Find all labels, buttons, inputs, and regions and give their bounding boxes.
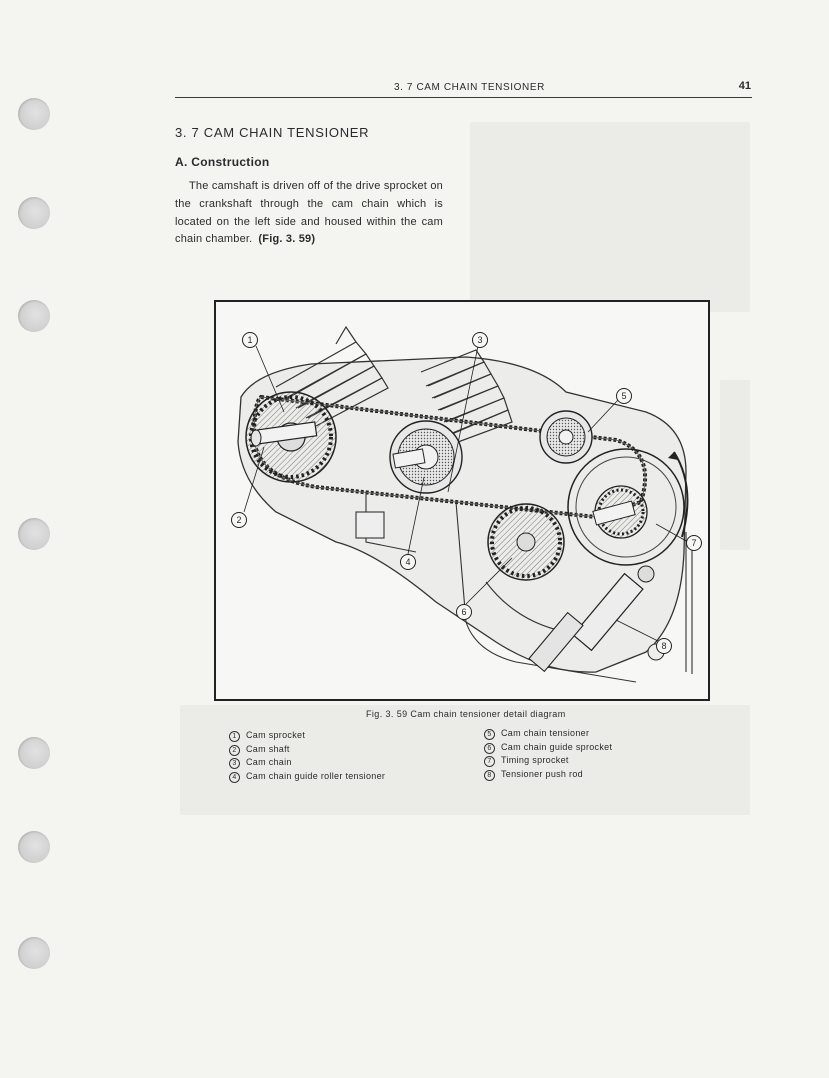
cam-chain-guide-sprocket [488,504,564,580]
running-header-title: 3. 7 CAM CHAIN TENSIONER [394,82,545,93]
callout-8: 8 [656,638,672,654]
figure-caption: Fig. 3. 59 Cam chain tensioner detail diagram [366,709,566,719]
legend-label: Cam sprocket [246,730,306,740]
punch-hole [18,831,50,863]
bleed-through [720,380,750,550]
callout-1: 1 [242,332,258,348]
legend-item [229,743,385,757]
legend-item [229,770,385,784]
punch-hole [18,937,50,969]
subsection-title: A. Construction [175,155,270,169]
legend-item [484,754,612,768]
legend-label: Tensioner push rod [501,768,583,779]
legend-label: Cam chain guide sprocket [501,741,613,752]
legend-item [229,756,385,770]
legend-number: 6 [484,743,495,754]
legend-item [484,727,612,741]
guide-roller-tensioner [390,421,462,493]
engine-illustration [216,302,708,699]
legend-item [484,768,612,782]
punch-hole [18,300,50,332]
punch-hole [18,197,50,229]
punch-hole [18,98,50,130]
legend-left [229,729,385,783]
figure-frame [214,300,710,701]
callout-7: 7 [686,535,702,551]
legend-item [229,729,385,743]
bleed-through [470,122,750,312]
callout-4: 4 [400,554,416,570]
callout-5: 5 [616,388,632,404]
punch-hole [18,518,50,550]
figure-reference: (Fig. 3. 59) [258,233,316,246]
paragraph-text: The camshaft is driven off of the drive sprocket on the crankshaft through the cam chain which is located on the left side and housed within the cam chain chamber. [175,180,443,246]
legend-number: 1 [229,731,240,742]
legend-number: 7 [484,756,495,767]
callout-3: 3 [472,332,488,348]
section-title: 3. 7 CAM CHAIN TENSIONER [175,125,370,140]
legend-item [484,741,612,755]
legend-number: 4 [229,772,240,783]
legend-label: Timing sprocket [501,755,569,765]
legend-number: 3 [229,758,240,769]
legend-right [484,727,612,781]
cam-chain-tensioner-wheel [540,411,592,463]
body-paragraph [175,178,443,249]
callout-6: 6 [456,604,472,620]
legend-label: Cam chain guide roller tensioner [246,770,386,781]
legend-number: 8 [484,770,495,781]
punch-hole [18,737,50,769]
legend-label: Cam shaft [246,743,290,754]
legend-label: Cam chain tensioner [501,728,590,738]
legend-label: Cam chain [246,757,292,767]
legend-number: 5 [484,729,495,740]
page-number: 41 [738,80,751,92]
legend-number: 2 [229,745,240,756]
callout-2: 2 [231,512,247,528]
